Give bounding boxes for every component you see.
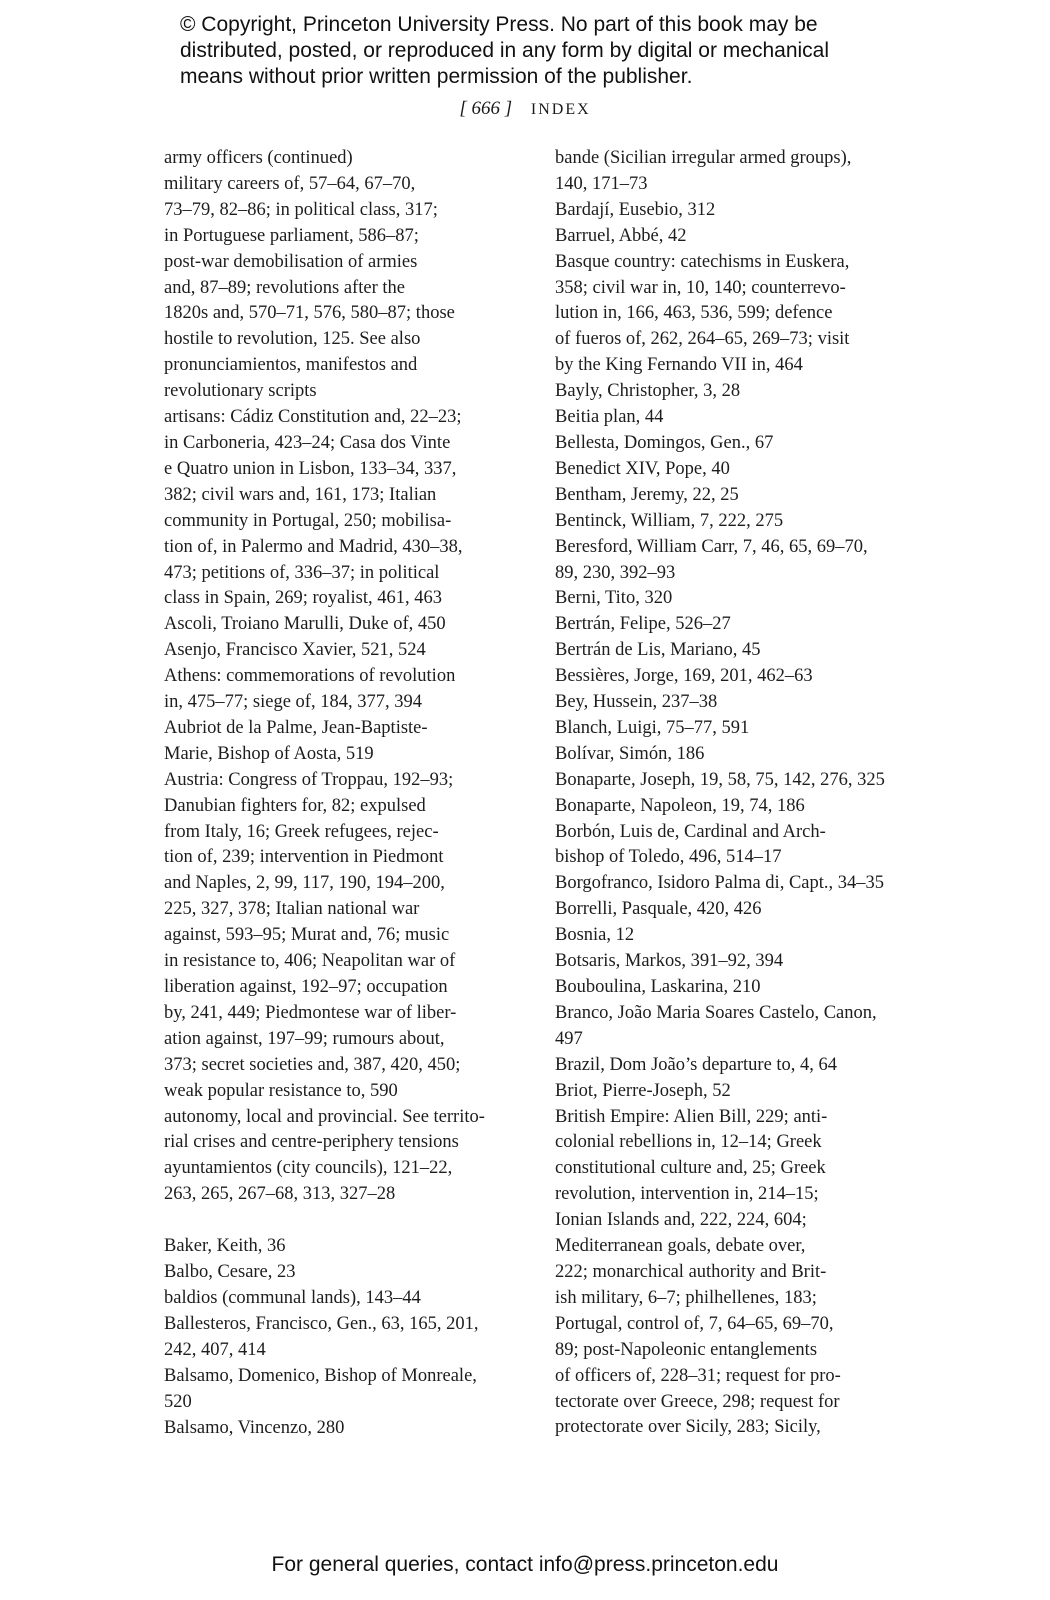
index-entry-line: 89; post-Napoleonic entanglements xyxy=(555,1339,818,1360)
index-entry-line: pronunciamientos, manifestos and xyxy=(164,355,418,376)
index-entry-line: and Naples, 2, 99, 117, 190, 194–200, xyxy=(164,873,445,894)
index-entry-line: Berni, Tito, 320 xyxy=(555,588,673,609)
index-entry-line: Beresford, William Carr, 7, 46, 65, 69–70, xyxy=(555,536,868,557)
index-entry-line: colonial rebellions in, 12–14; Greek xyxy=(555,1132,822,1153)
index-entry xyxy=(555,483,915,509)
copyright-notice xyxy=(180,12,1000,90)
index-entry-line: revolutionary scripts xyxy=(164,381,317,402)
index-entry-line: Bellesta, Domingos, Gen., 67 xyxy=(555,432,774,453)
index-entry-line: Bouboulina, Laskarina, 210 xyxy=(555,977,761,997)
index-entry-line: Bolívar, Simón, 186 xyxy=(555,743,705,764)
index-entry-line: Bey, Hussein, 237–38 xyxy=(555,692,718,713)
index-entry-line: baldios (communal lands), 143–44 xyxy=(164,1287,421,1308)
index-entry xyxy=(164,612,524,638)
index-entry xyxy=(555,146,915,198)
index-entry xyxy=(555,1053,915,1079)
index-entry xyxy=(555,638,915,664)
index-entry-line: Bessières, Jorge, 169, 201, 462–63 xyxy=(555,666,813,687)
index-entry xyxy=(164,716,524,768)
index-entry-line: Aubriot de la Palme, Jean-Baptiste- xyxy=(164,717,428,738)
index-entry-line: autonomy, local and provincial. See territo- xyxy=(164,1106,485,1127)
index-entry-line: Brazil, Dom João’s departure to, 4, 64 xyxy=(555,1054,838,1075)
index-entry-line: in Carboneria, 423–24; Casa dos Vinte xyxy=(164,432,451,453)
index-entry-line: 373; secret societies and, 387, 420, 450; xyxy=(164,1054,461,1075)
index-entry-line: 358; civil war in, 10, 140; counterrevo- xyxy=(555,277,846,298)
index-entry xyxy=(164,638,524,664)
index-entry xyxy=(555,690,915,716)
index-entry-line: Portugal, control of, 7, 64–65, 69–70, xyxy=(555,1313,834,1334)
section-title: INDEX xyxy=(530,101,591,118)
index-entry-line: Balsamo, Domenico, Bishop of Monreale, xyxy=(164,1365,477,1386)
index-entry xyxy=(164,405,524,612)
index-entry-line: by, 241, 449; Piedmontese war of liber- xyxy=(164,1002,457,1023)
index-entry xyxy=(555,586,915,612)
index-entry-line: 382; civil wars and, 161, 173; Italian xyxy=(164,484,437,505)
index-entry-line: ation against, 197–99; rumours about, xyxy=(164,1028,445,1049)
index-column-left xyxy=(164,146,524,1441)
index-entry xyxy=(555,405,915,431)
index-entry-line: in resistance to, 406; Neapolitan war of xyxy=(164,951,456,972)
running-head xyxy=(0,96,1050,123)
index-entry-line: Blanch, Luigi, 75–77, 591 xyxy=(555,717,750,738)
index-entry-line: hostile to revolution, 125. See also xyxy=(164,329,421,350)
index-entry xyxy=(164,768,524,1105)
index-entry xyxy=(555,768,915,794)
index-entry-line: Austria: Congress of Troppau, 192–93; xyxy=(164,769,454,790)
index-entry-line: 263, 265, 267–68, 313, 327–28 xyxy=(164,1184,396,1205)
index-entry-line: Athens: commemorations of revolution xyxy=(164,666,456,687)
index-entry-line: Botsaris, Markos, 391–92, 394 xyxy=(555,951,784,972)
index-entry-line: Bonaparte, Joseph, 19, 58, 75, 142, 276, 325 xyxy=(555,769,885,790)
index-entry-line: 473; petitions of, 336–37; in political xyxy=(164,562,440,583)
index-entry xyxy=(555,198,915,224)
index-entry-line: lution in, 166, 463, 536, 599; defence xyxy=(555,303,833,324)
index-entry-line: Bertrán de Lis, Mariano, 45 xyxy=(555,640,761,661)
index-entry-line: Ascoli, Troiano Marulli, Duke of, 450 xyxy=(164,614,446,635)
index-entry xyxy=(164,146,524,405)
index-entry xyxy=(555,224,915,250)
index-entry-line: 497 xyxy=(555,1028,583,1049)
index-entry-line: Borgofranco, Isidoro Palma di, Capt., 34–35 xyxy=(555,873,885,894)
index-entry-line: community in Portugal, 250; mobilisa- xyxy=(164,510,452,531)
index-entry xyxy=(555,379,915,405)
index-entry-line: 73–79, 82–86; in political class, 317; xyxy=(164,199,438,220)
index-entry-line: constitutional culture and, 25; Greek xyxy=(555,1158,826,1179)
index-entry-line: and, 87–89; revolutions after the xyxy=(164,277,405,298)
copyright-line: distributed, posted, or reproduced in any form by digital or mechanical xyxy=(180,39,830,62)
index-entry-line: Ballesteros, Francisco, Gen., 63, 165, 201, xyxy=(164,1313,479,1334)
index-entry-line: tion of, in Palermo and Madrid, 430–38, xyxy=(164,536,463,557)
index-entry-line: 140, 171–73 xyxy=(555,173,648,194)
index-entry-line: artisans: Cádiz Constitution and, 22–23; xyxy=(164,407,462,428)
copyright-line: © Copyright, Princeton University Press. No part of this book may be xyxy=(180,13,818,36)
index-entry-line: Baker, Keith, 36 xyxy=(164,1236,286,1257)
index-entry-line: 520 xyxy=(164,1391,192,1412)
index-entry-line: Basque country: catechisms in Euskera, xyxy=(555,251,850,272)
index-entry-line: Bosnia, 12 xyxy=(555,925,635,946)
index-entry-line: Bayly, Christopher, 3, 28 xyxy=(555,381,741,402)
index-column-right xyxy=(555,146,915,1441)
index-entry-line: tectorate over Greece, 298; request for xyxy=(555,1391,840,1412)
index-entry-line: by the King Fernando VII in, 464 xyxy=(555,355,803,376)
index-entry xyxy=(555,871,915,897)
page-number: [ 666 ] xyxy=(459,98,513,119)
index-entry xyxy=(555,431,915,457)
index-entry-line: Borrelli, Pasquale, 420, 426 xyxy=(555,899,762,920)
index-entry xyxy=(555,975,915,1001)
index-entry-line: 225, 327, 378; Italian national war xyxy=(164,899,420,920)
index-entry-line: bande (Sicilian irregular armed groups), xyxy=(555,148,852,168)
index-entry-line: Mediterranean goals, debate over, xyxy=(555,1236,806,1257)
index-entry xyxy=(555,820,915,872)
index-entry xyxy=(164,1364,524,1416)
index-entry xyxy=(164,1286,524,1312)
index-entry xyxy=(555,716,915,742)
index-entry-line: class in Spain, 269; royalist, 461, 463 xyxy=(164,588,442,609)
index-entry xyxy=(555,250,915,380)
index-entry-line: British Empire: Alien Bill, 229; anti- xyxy=(555,1106,828,1127)
index-entry xyxy=(164,1260,524,1286)
index-entry xyxy=(555,794,915,820)
index-entry xyxy=(555,897,915,923)
index-entry-line: Balbo, Cesare, 23 xyxy=(164,1262,296,1283)
index-entry xyxy=(164,664,524,716)
index-entry-line: Ionian Islands and, 222, 224, 604; xyxy=(555,1210,807,1231)
index-entry-line: e Quatro union in Lisbon, 133–34, 337, xyxy=(164,458,457,479)
index-entry-line: liberation against, 192–97; occupation xyxy=(164,977,448,997)
index-entry-line: ayuntamientos (city councils), 121–22, xyxy=(164,1158,453,1179)
index-entry-line: 1820s and, 570–71, 576, 580–87; those xyxy=(164,303,455,324)
index-entry-line: Danubian fighters for, 82; expulsed xyxy=(164,795,426,816)
index-entry-line: Borbón, Luis de, Cardinal and Arch- xyxy=(555,821,826,842)
index-entry-line: 242, 407, 414 xyxy=(164,1339,266,1360)
index-entry xyxy=(555,949,915,975)
index-entry-line: Barruel, Abbé, 42 xyxy=(555,225,687,246)
index-entry xyxy=(555,1079,915,1105)
index-entry xyxy=(555,612,915,638)
index-entry-line: Marie, Bishop of Aosta, 519 xyxy=(164,743,374,764)
index-entry xyxy=(164,1312,524,1364)
index-entry xyxy=(555,742,915,768)
index-entry-line: against, 593–95; Murat and, 76; music xyxy=(164,925,450,946)
index-entry xyxy=(555,509,915,535)
index-entry xyxy=(555,1105,915,1442)
index-entry-line: in, 475–77; siege of, 184, 377, 394 xyxy=(164,692,422,713)
index-entry-line: revolution, intervention in, 214–15; xyxy=(555,1184,819,1205)
index-entry xyxy=(164,1105,524,1157)
index-entry-line: of officers of, 228–31; request for pro- xyxy=(555,1365,841,1386)
index-entry xyxy=(164,1416,524,1442)
index-entry xyxy=(555,457,915,483)
index-entry-line: Benedict XIV, Pope, 40 xyxy=(555,458,730,479)
index-entry-line: protectorate over Sicily, 283; Sicily, xyxy=(555,1417,821,1438)
index-entry-line: bishop of Toledo, 496, 514–17 xyxy=(555,847,782,868)
index-entry-line: Bertrán, Felipe, 526–27 xyxy=(555,614,731,635)
footer-contact: For general queries, contact info@press.princeton.edu xyxy=(271,1553,779,1576)
index-entry xyxy=(555,535,915,587)
index-entry-line: army officers (continued) xyxy=(164,148,353,168)
index-entry-line: Bonaparte, Napoleon, 19, 74, 186 xyxy=(555,795,805,816)
index-entry-line: Beitia plan, 44 xyxy=(555,407,664,428)
letter-group-gap xyxy=(164,1208,524,1234)
index-entry xyxy=(164,1156,524,1208)
index-entry-line: weak popular resistance to, 590 xyxy=(164,1080,398,1101)
index-entry-line: rial crises and centre-periphery tensions xyxy=(164,1132,459,1153)
index-entry xyxy=(555,923,915,949)
index-entry-line: from Italy, 16; Greek refugees, rejec- xyxy=(164,821,439,842)
index-entry-line: military careers of, 57–64, 67–70, xyxy=(164,173,416,194)
index-entry-line: of fueros of, 262, 264–65, 269–73; visit xyxy=(555,329,850,350)
index-entry-line: Bardají, Eusebio, 312 xyxy=(555,199,716,220)
index-entry-line: in Portuguese parliament, 586–87; xyxy=(164,225,419,246)
index-entry xyxy=(164,1234,524,1260)
index-entry-line: Branco, João Maria Soares Castelo, Canon, xyxy=(555,1002,877,1023)
index-entry-line: Asenjo, Francisco Xavier, 521, 524 xyxy=(164,640,426,661)
index-entry-line: Balsamo, Vincenzo, 280 xyxy=(164,1417,345,1438)
index-entry-line: Bentinck, William, 7, 222, 275 xyxy=(555,510,784,531)
index-entry-line: ish military, 6–7; philhellenes, 183; xyxy=(555,1287,817,1308)
index-entry-line: Bentham, Jeremy, 22, 25 xyxy=(555,484,739,505)
index-entry-line: 222; monarchical authority and Brit- xyxy=(555,1261,827,1282)
index-entry-line: Briot, Pierre-Joseph, 52 xyxy=(555,1080,731,1101)
index-entry xyxy=(555,1001,915,1053)
index-entry-line: 89, 230, 392–93 xyxy=(555,562,676,583)
index-entry-line: post-war demobilisation of armies xyxy=(164,251,418,272)
index-entry-line: tion of, 239; intervention in Piedmont xyxy=(164,847,444,868)
index-entry xyxy=(555,664,915,690)
copyright-line: means without prior written permission of the publisher. xyxy=(180,65,693,88)
